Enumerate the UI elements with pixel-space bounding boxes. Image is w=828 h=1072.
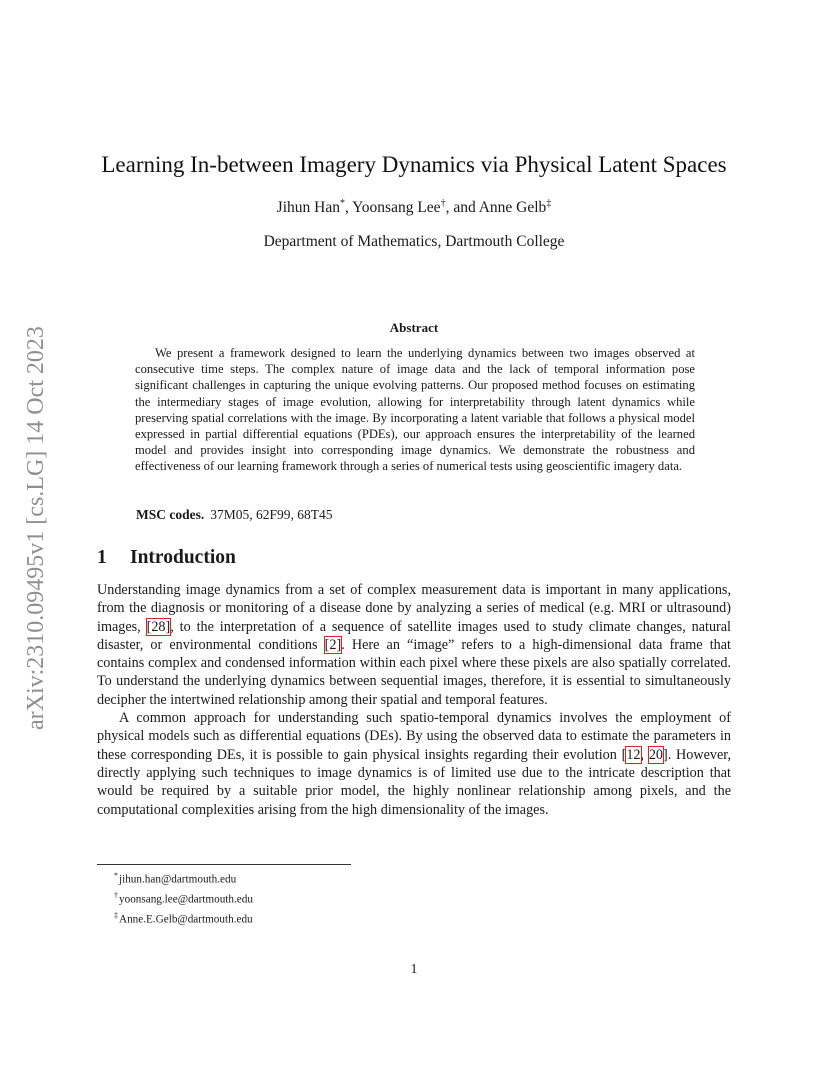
footnote-mark[interactable]: †	[440, 197, 446, 209]
author-name: Anne Gelb	[478, 199, 547, 216]
author-list: Jihun Han*, Yoonsang Lee†, and Anne Gelb‡	[276, 197, 552, 216]
msc-code-list: 37M05, 62F99, 68T45	[210, 507, 333, 522]
footnote	[114, 908, 253, 928]
footnote-mark: ‡	[114, 911, 118, 921]
footnote	[114, 868, 253, 888]
footnote-email: jihun.han@dartmouth.edu	[119, 873, 237, 886]
paragraph: A common approach for understanding such spatio-temporal dynamics involves the employment of physical models such as differential equations (DEs). By using the observed data to estimate the parameters in these corresponding DEs, it is possible to gain physical insights regarding their evolution [12, 20]. However, directly applying such techniques to image dynamics is of limited use due to the intricate description that would be required by a suitable prior model, the highly nonlinear relationship among pixels, and the computational complexities arising from the high dimensionality of the images.	[97, 710, 731, 818]
citation-link[interactable]: 20	[648, 746, 663, 763]
msc-label: MSC codes.	[136, 507, 205, 522]
affiliation: Department of Mathematics, Dartmouth College	[263, 233, 565, 250]
introduction-body	[97, 581, 731, 819]
footnote-mark[interactable]: *	[339, 197, 345, 209]
paragraph: Understanding image dynamics from a set of complex measurement data is important in many applications, from the diagnosis or monitoring of a disease done by analyzing a series of medical (e.g. MRI or ultrasound) images, [28], to the interpretation of a sequence of satellite images used to study climate changes, natural disaster, or environmental conditions [2]. Here an “image” refers to a high-dimensional data frame that contains complex and condensed information within each pixel where these pixels are also spatially correlated. To understand the underlying dynamics between sequential images, therefore, it is essential to simultaneously decipher the intertwined relationship among their spatial and temporal features.	[97, 582, 731, 708]
footnote-mark[interactable]: ‡	[546, 197, 552, 209]
msc-codes	[136, 505, 333, 525]
section-title: Introduction	[130, 547, 236, 568]
footnote-mark: †	[114, 891, 118, 901]
section-number: 1	[97, 547, 107, 568]
author-conjunction: and	[453, 199, 476, 216]
paper-title: Learning In-between Imagery Dynamics via Physical Latent Spaces	[101, 152, 727, 177]
citation-link[interactable]: [2]	[324, 636, 342, 653]
author-name: Yoonsang Lee	[352, 199, 441, 216]
abstract-text: We present a framework designed to learn the underlying dynamics between two images observed at consecutive time steps. The complex nature of image data and the lack of temporal information pose significant challenges in capturing the unique evolving patterns. Our proposed method focuses on estimating the intermediary stages of image evolution, allowing for interpretability through latent dynamics while preserving spatial correlations with the image. By incorporating a latent variable that follows a physical model expressed in partial differential equations (PDEs), our approach ensures the interpretability of the learned model and provides insight into corresponding image dynamics. We demonstrate the robustness and effectiveness of our learning framework through a series of numerical tests using geoscientific imagery data.	[135, 346, 695, 474]
footnotes	[114, 868, 253, 929]
citation-link[interactable]: [28]	[146, 618, 171, 635]
footnote-email: yoonsang.lee@dartmouth.edu	[119, 893, 253, 906]
footnote-mark: *	[114, 871, 118, 880]
footnote	[114, 888, 253, 908]
section-heading	[97, 545, 236, 571]
citation-link[interactable]: 12	[626, 746, 641, 763]
page-number: 1	[410, 962, 418, 977]
footnote-divider	[97, 864, 351, 865]
author-name: Jihun Han	[276, 199, 340, 216]
footnote-email: Anne.E.Gelb@dartmouth.edu	[119, 914, 253, 927]
arxiv-sidebar-stamp: arXiv:2310.09495v1 [cs.LG] 14 Oct 2023	[23, 326, 49, 730]
abstract-heading: Abstract	[389, 320, 439, 335]
